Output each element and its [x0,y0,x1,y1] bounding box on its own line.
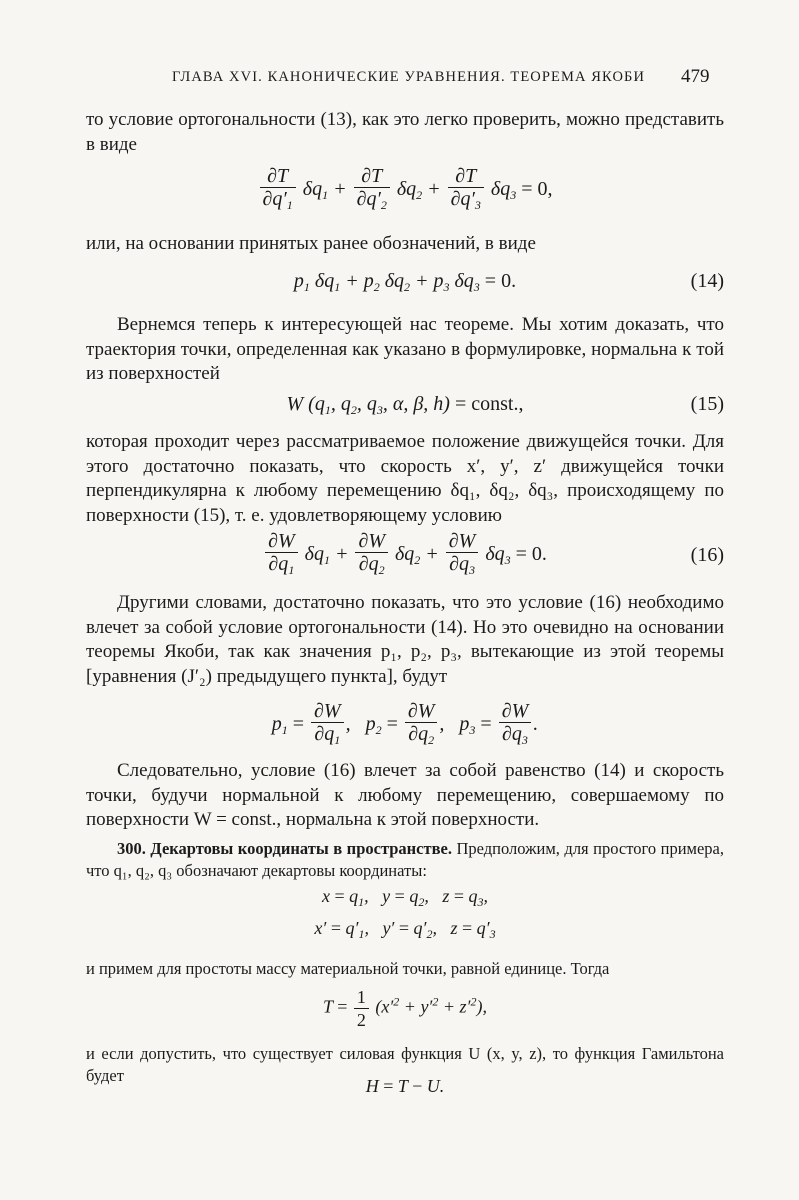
paragraph-1: то условие ортогональности (13), как это легко проверить, можно представить в виде [86,109,724,155]
paragraph-6: Следовательно, условие (16) влечет за собой равенство (14) и скорость точки, будучи нормальной к любому перемещению, совершаемому по поверхности W = const., нормальна к этой поверхности. [86,760,724,830]
equation-xyz-prime: $x' = q'_1$, $y' = q'_2$, $z = q'_3$ [314,918,496,941]
equation-15-label: (15) [690,393,724,415]
paragraph-2: или, на основании принятых ранее обозначений, в виде [86,233,536,254]
paragraph-9: и если допустить, что существует силовая функция U (x, y, z), то функция Гамильтона будет [86,1044,724,1085]
equation-hamiltonian: H = T − U. [365,1076,445,1096]
equation-14-label: (14) [690,270,724,292]
equation-kinetic-energy: T = $\frac{1}{2}$ $(x'^2 + y'^2 + z'^2)$, [323,987,487,1030]
chapter-title: ГЛАВА XVI. КАНОНИЧЕСКИЕ УРАВНЕНИЯ. ТЕОРЕМА ЯКОБИ [172,69,646,85]
equation-momenta: $p_1$ = $\frac{\partial W}{\partial q_1}$ , $p_2$ = $\frac{\partial W}{\partial q_2}$ , $p_3$ = $\frac{\partial W}{\partial q_3}$ . [271,700,539,747]
paragraph-7: Предположим, для простого примера, что q₁, q₂, q₃ обозначают декартовы координаты: [86,839,724,880]
paragraph-8: и примем для простоты массу материальной точки, равной единице. Тогда [86,959,610,978]
equation-orthogonality: $\frac{\partial T}{\partial q'_1}$ $\delta q_1$ + $\frac{\partial T}{\partial q'_2}$ $\delta q_2$ + $\frac{\partial T}{\partial q'_3}$ $\delta q_3 = 0$, [86,165,724,216]
section-300 [86,838,724,882]
equation-14: $p_1$ $\delta q_1 + p_2$ $\delta q_2 + p_3$ $\delta q_3 = 0$. (14) [293,270,724,294]
equation-16: $\frac{\partial W}{\partial q_1}$ $\delta q_1$ + $\frac{\partial W}{\partial q_2}$ $\delta q_2$ + $\frac{\partial W}{\partial q_3}$ $\delta q_3 = 0$. (16) [86,530,724,581]
paragraph-3: Вернемся теперь к интересующей нас теореме. Мы хотим доказать, что траектория точки, определенная как указано в формулировке, нормальна к той из поверхностей [86,314,724,384]
equation-16-label: (16) [690,544,724,566]
section-heading: 300. Декартовы координаты в пространстве. [117,839,452,858]
page-number: 479 [681,66,710,87]
paragraph-5: Другими словами, достаточно показать, что это условие (16) необходимо влечет за собой условие ортогональности (14). Но это очевидно на основании теоремы Якоби, так как значения p₁, p₂, p₃, вытекающие из этой теоремы [уравнения (J′₂) предыдущего пункта], будут [86,592,724,687]
equation-xyz: $x = q_1$, $y = q_2$, $z = q_3$, [322,886,488,909]
paragraph-4: которая проходит через рассматриваемое положение движущейся точки. Для этого достаточно показать, что скорость x′, y′, z′ движущейся точки перпендикулярна к любому перемещению δq₁, δq₂, δq₃, происходящему по поверхности (15), т. е. удовлетворяющему условию [86,431,724,526]
equation-15: W ($q_1$, $q_2$, $q_3$, α, β, h) = const., (15) [286,393,724,417]
